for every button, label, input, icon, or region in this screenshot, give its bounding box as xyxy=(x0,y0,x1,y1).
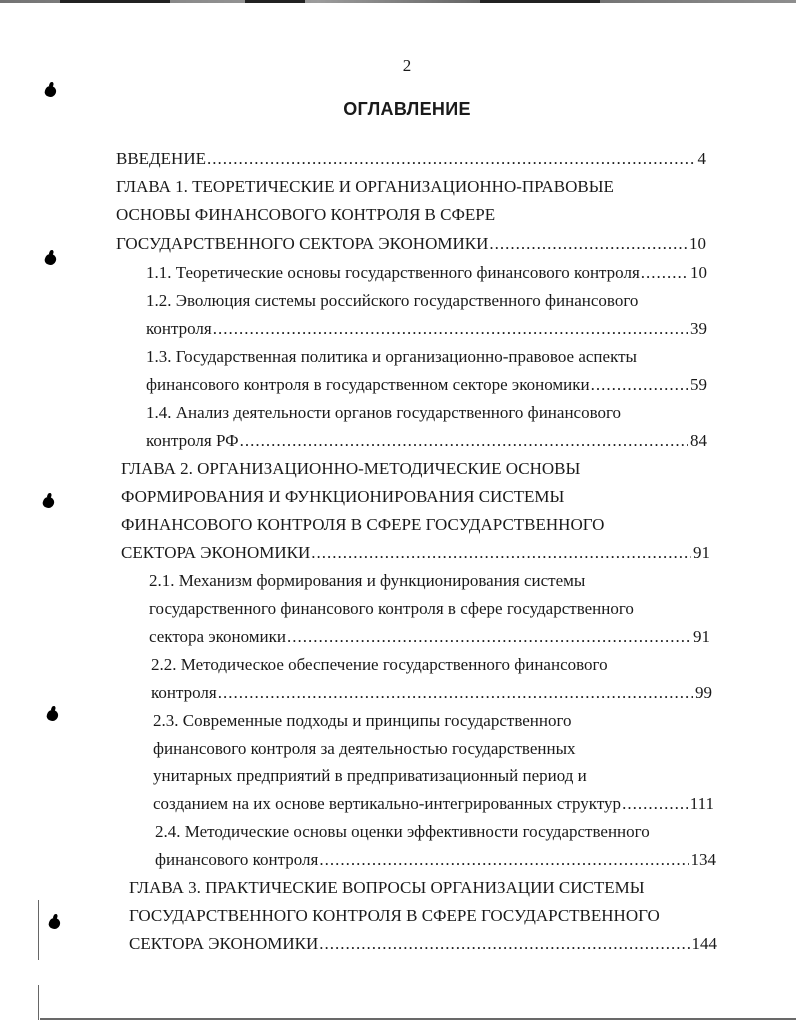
toc-entry-text: ОСНОВЫ ФИНАНСОВОГО КОНТРОЛЯ В СФЕРЕ xyxy=(116,205,496,224)
toc-page-number: 59 xyxy=(690,375,707,394)
toc-page-number: 10 xyxy=(689,234,706,253)
toc-entry-section-2-4[interactable] xyxy=(155,848,716,872)
dot-leader xyxy=(591,373,688,397)
dot-leader xyxy=(641,261,688,285)
toc-entry-text: 2.4. Методические основы оценки эффективности государственного xyxy=(155,822,650,841)
dot-leader xyxy=(213,317,688,341)
toc-entry-text: контроля xyxy=(151,683,217,702)
scan-left-mark xyxy=(38,985,39,1020)
toc-entry-introduction[interactable] xyxy=(116,147,706,171)
scan-top-mark xyxy=(60,0,170,3)
page-title: ОГЛАВЛЕНИЕ xyxy=(343,99,471,119)
dot-leader xyxy=(240,429,688,453)
toc-entry-text: финансового контроля за деятельностью государственных xyxy=(153,739,576,758)
toc-entry-text: контроля xyxy=(146,319,212,338)
scan-top-mark xyxy=(480,0,600,3)
toc-entry-text: 2.3. Современные подходы и принципы государственного xyxy=(153,711,572,730)
toc-entry-text: контроля РФ xyxy=(146,431,239,450)
toc-entry-section-2-2[interactable] xyxy=(151,681,712,705)
punch-hole-icon xyxy=(43,84,57,98)
page-number: 2 xyxy=(402,56,412,75)
punch-hole-icon xyxy=(47,916,61,930)
scan-top-mark xyxy=(245,0,305,3)
toc-page-number: 84 xyxy=(690,431,707,450)
toc-entry-text: сектора экономики xyxy=(149,627,287,646)
toc-entry-text: СЕКТОРА ЭКОНОМИКИ xyxy=(129,934,319,953)
toc-page-number: 10 xyxy=(690,263,707,282)
dot-leader xyxy=(207,147,696,171)
scan-bottom-edge xyxy=(40,1018,796,1020)
punch-hole-icon xyxy=(43,252,57,266)
toc-entry-text: ФОРМИРОВАНИЯ И ФУНКЦИОНИРОВАНИЯ СИСТЕМЫ xyxy=(121,487,565,506)
toc-page-number: 144 xyxy=(691,934,717,953)
toc-entry-text: финансового контроля в государственном секторе экономики xyxy=(146,375,590,394)
toc-entry-text: СЕКТОРА ЭКОНОМИКИ xyxy=(121,543,311,562)
toc-page-number: 39 xyxy=(690,319,707,338)
toc-entry-text: созданием на их основе вертикально-интегрированных структур xyxy=(153,794,622,813)
dot-leader xyxy=(218,681,693,705)
toc-entry-text: 1.2. Эволюция системы российского государственного финансового xyxy=(146,291,639,310)
toc-page-number: 91 xyxy=(693,543,710,562)
toc-entry-chapter-3[interactable] xyxy=(129,932,717,956)
toc-entry-section-1-1[interactable] xyxy=(146,261,707,285)
dot-leader xyxy=(311,541,691,565)
toc-entry-text: 1.1. Теоретические основы государственного финансового контроля xyxy=(146,263,640,282)
toc-entry-chapter-1[interactable] xyxy=(116,232,706,256)
toc-entry-text: 2.1. Механизм формирования и функционирования системы xyxy=(149,571,586,590)
punch-hole-icon xyxy=(45,708,59,722)
toc-entry-text: унитарных предприятий в предприватизационный период и xyxy=(153,766,587,785)
toc-entry-text: ГЛАВА 2. ОРГАНИЗАЦИОННО-МЕТОДИЧЕСКИЕ ОСНОВЫ xyxy=(121,459,581,478)
dot-leader xyxy=(319,848,688,872)
dot-leader xyxy=(622,792,688,816)
toc-entry-text: ГЛАВА 1. ТЕОРЕТИЧЕСКИЕ И ОРГАНИЗАЦИОННО-ПРАВОВЫЕ xyxy=(116,177,614,196)
toc-entry-text: 2.2. Методическое обеспечение государственного финансового xyxy=(151,655,608,674)
toc-entry-text: 1.4. Анализ деятельности органов государственного финансового xyxy=(146,403,622,422)
toc-page-number: 111 xyxy=(689,794,714,813)
toc-entry-section-1-3[interactable] xyxy=(146,373,707,397)
dot-leader xyxy=(489,232,687,256)
toc-entry-text: ГЛАВА 3. ПРАКТИЧЕСКИЕ ВОПРОСЫ ОРГАНИЗАЦИИ СИСТЕМЫ xyxy=(129,878,645,897)
toc-page-number: 4 xyxy=(697,149,706,168)
toc-entry-text: финансового контроля xyxy=(155,850,319,869)
toc-entry-chapter-2[interactable] xyxy=(121,541,710,565)
toc-entry-text: ВВЕДЕНИЕ xyxy=(116,149,206,168)
toc-entry-text: ФИНАНСОВОГО КОНТРОЛЯ В СФЕРЕ ГОСУДАРСТВЕННОГО xyxy=(121,515,605,534)
toc-page-number: 91 xyxy=(693,627,710,646)
toc-entry-section-1-4[interactable] xyxy=(146,429,707,453)
dot-leader xyxy=(319,932,689,956)
toc-entry-section-2-1[interactable] xyxy=(149,625,710,649)
toc-entry-section-1-2[interactable] xyxy=(146,317,707,341)
punch-hole-icon xyxy=(41,495,55,509)
toc-entry-text: государственного финансового контроля в сфере государственного xyxy=(149,599,634,618)
toc-entry-section-2-3[interactable] xyxy=(153,792,714,816)
dot-leader xyxy=(287,625,691,649)
scan-left-mark xyxy=(38,900,39,960)
toc-entry-text: ГОСУДАРСТВЕННОГО КОНТРОЛЯ В СФЕРЕ ГОСУДАРСТВЕННОГО xyxy=(129,906,660,925)
toc-entry-text: 1.3. Государственная политика и организационно-правовое аспекты xyxy=(146,347,637,366)
toc-entry-text: ГОСУДАРСТВЕННОГО СЕКТОРА ЭКОНОМИКИ xyxy=(116,234,489,253)
toc-page-number: 134 xyxy=(690,850,716,869)
toc-page-number: 99 xyxy=(695,683,712,702)
